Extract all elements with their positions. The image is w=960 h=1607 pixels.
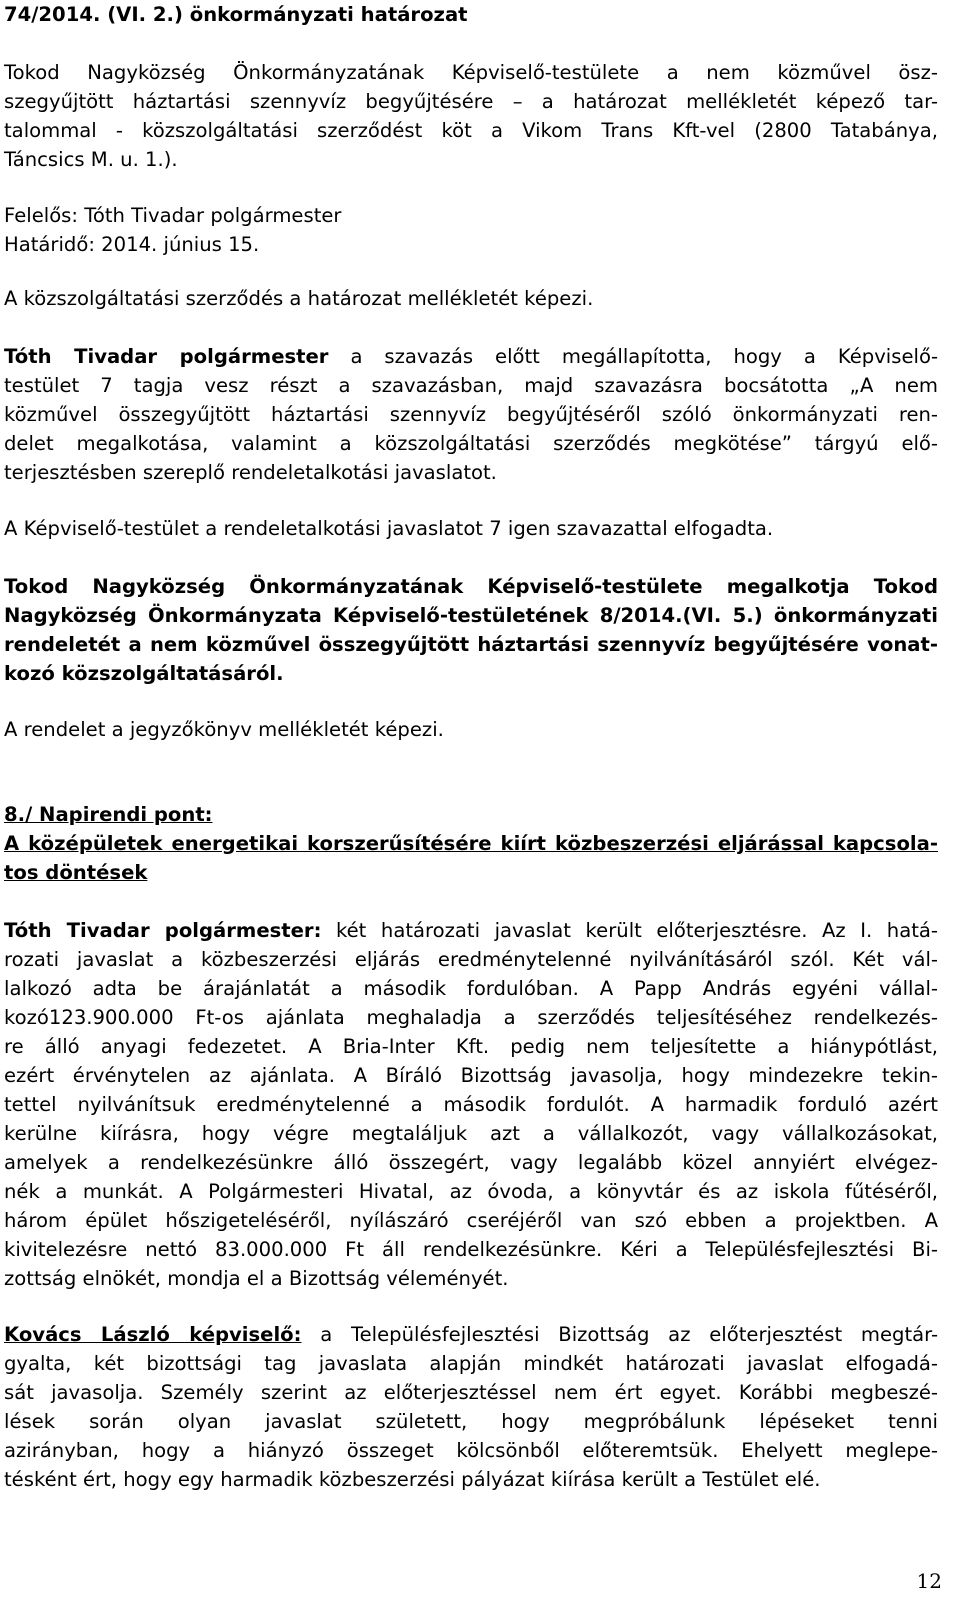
decree-line: Tokod Nagyközség Önkormányzatának Képviselő-testülete megalkotja Tokod (4, 575, 938, 598)
paragraph-line: közművel összegyűjtött háztartási szennyvíz begyűjtéséről szóló önkormányzati ren- (4, 403, 938, 426)
resolution-line: Tokod Nagyközség Önkormányzatának Képviselő-testülete a nem közművel ösz- (4, 61, 938, 84)
decree-line: rendeletét a nem közművel összegyűjtött háztartási szennyvíz begyűjtésére vonat- (4, 633, 938, 656)
agenda-title-line: tos döntések (4, 861, 148, 884)
paragraph-line: azirányban, hogy a hiányzó összeget kölcsönből előteremtsük. Ehelyett meglepe- (4, 1439, 938, 1462)
paragraph-line: rozati javaslat a közbeszerzési eljárás eredménytelenné nyilvánításáról szól. Két vál- (4, 948, 938, 971)
decree-annex-note: A rendelet a jegyzőkönyv mellékletét képezi. (4, 718, 444, 741)
adoption-line: A Képviselő-testület a rendeletalkotási javaslatot 7 igen szavazattal elfogadta. (4, 517, 774, 540)
paragraph-line: lalkozó adta be árajánlatát a második fordulóban. A Papp András egyéni vállal- (4, 977, 938, 1000)
paragraph-text: két határozati javaslat került előterjesztésre. Az I. hatá- (335, 919, 938, 942)
resolution-line: Táncsics M. u. 1.). (4, 148, 178, 171)
paragraph-line: ezért érvénytelen az ajánlata. A Bíráló Bizottság javasolja, hogy mindezekre tekin- (4, 1064, 938, 1087)
speaker-name: Tóth Tivadar polgármester: (4, 919, 322, 942)
paragraph-text: a szavazás előtt megállapította, hogy a Képviselő- (350, 345, 939, 368)
speaker-name: Tóth Tivadar polgármester (4, 345, 329, 368)
paragraph-line: testület 7 tagja vesz részt a szavazásban, majd szavazásra bocsátotta „A nem (4, 374, 938, 397)
agenda-title-line: A középületek energetikai korszerűsítésére kiírt közbeszerzési eljárással kapcsola- (4, 832, 938, 855)
paragraph-line: három épület hőszigeteléséről, nyílászáró cseréjéről van szó ebben a projektben. A (4, 1209, 938, 1232)
mayor-statement-first-line (4, 916, 938, 945)
resolution-heading: 74/2014. (VI. 2.) önkormányzati határozat (4, 3, 468, 26)
paragraph-line: kerülne kiírásra, hogy végre megtaláljuk azt a vállalkozót, vagy vállalkozásokat, (4, 1122, 938, 1145)
page-number: 12 (916, 1569, 942, 1593)
decree-line: Nagyközség Önkormányzata Képviselő-testületének 8/2014.(VI. 5.) önkormányzati (4, 604, 938, 627)
paragraph-line: nék a munkát. A Polgármesteri Hivatal, az óvoda, a könyvtár és az iskola fűtéséről, (4, 1180, 938, 1203)
responsible-line: Felelős: Tóth Tivadar polgármester (4, 204, 342, 227)
decree-line: kozó közszolgáltatásáról. (4, 662, 284, 685)
resolution-line: talommal - közszolgáltatási szerződést köt a Vikom Trans Kft-vel (2800 Tatabánya, (4, 119, 938, 142)
paragraph-line: kozó123.900.000 Ft-os ajánlata meghaladja a szerződés teljesítéséhez rendelkezés- (4, 1006, 938, 1029)
paragraph-line: re álló anyagi fedezetet. A Bria-Inter Kft. pedig nem teljesítette a hiánypótlást, (4, 1035, 938, 1058)
paragraph-line: kivitelezésre nettó 83.000.000 Ft áll rendelkezésünkre. Kéri a Településfejlesztési Bi- (4, 1238, 938, 1261)
paragraph-line: gyalta, két bizottsági tag javaslata alapján mindkét határozati javaslat elfogadá- (4, 1352, 938, 1375)
kovacs-statement-first-line (4, 1320, 938, 1349)
paragraph-line: zottság elnökét, mondja el a Bizottság véleményét. (4, 1267, 509, 1290)
paragraph-line: sát javasolja. Személy szerint az előterjesztéssel nem ért egyet. Korábbi megbeszé- (4, 1381, 938, 1404)
paragraph-line: amelyek a rendelkezésünkre álló összegért, vagy legalább közel annyiért elvégez- (4, 1151, 938, 1174)
paragraph-text: a Településfejlesztési Bizottság az előterjesztést megtár- (320, 1323, 939, 1346)
paragraph-line: terjesztésben szereplő rendeletalkotási javaslatot. (4, 461, 497, 484)
annex-note: A közszolgáltatási szerződés a határozat mellékletét képezi. (4, 287, 594, 310)
mayor-vote-first-line (4, 342, 938, 371)
deadline-line: Határidő: 2014. június 15. (4, 233, 260, 256)
paragraph-line: tettel nyilvánítsuk eredménytelenné a második fordulót. A harmadik forduló azért (4, 1093, 938, 1116)
resolution-line: szegyűjtött háztartási szennyvíz begyűjtésére – a határozat mellékletét képező tar- (4, 90, 938, 113)
agenda-label: 8./ Napirendi pont: (4, 803, 213, 826)
paragraph-line: delet megalkotása, valamint a közszolgáltatási szerződés megkötése” tárgyú elő- (4, 432, 938, 455)
paragraph-line: tésként ért, hogy egy harmadik közbeszerzési pályázat kiírása került a Testület elé. (4, 1468, 821, 1491)
speaker-name: Kovács László képviselő: (4, 1323, 302, 1346)
paragraph-line: lések során olyan javaslat született, hogy megpróbálunk lépéseket tenni (4, 1410, 938, 1433)
